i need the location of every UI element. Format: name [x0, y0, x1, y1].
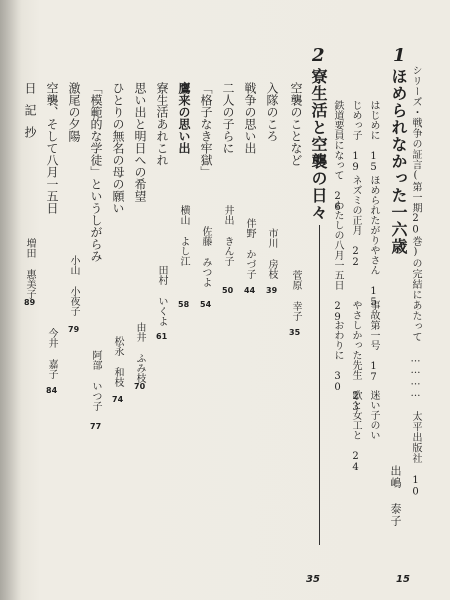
part-1-col1-item: はじめに 15: [368, 100, 379, 173]
part-1-number: 1: [393, 45, 406, 66]
toc-item-author: 松永 和枝: [112, 336, 123, 387]
toc-item-author: 田村 いくよ: [156, 265, 167, 326]
part-1-start-page: 15: [396, 574, 410, 585]
part-1-heading: ほめられなかった一六歳: [389, 68, 408, 255]
gutter-shadow: [0, 0, 22, 600]
toc-item-title[interactable]: 寮生活あれこれ: [155, 82, 169, 166]
toc-item-title[interactable]: 戦争の思い出: [243, 82, 257, 154]
part-2-start-page: 35: [306, 574, 320, 585]
toc-item-title[interactable]: 「格子なき牢獄」: [199, 82, 213, 178]
part-1-col1-item: 事故第一号 17: [368, 300, 379, 383]
toc-item-title[interactable]: 日記抄: [23, 82, 37, 148]
toc-item-author: 増田 惠美子: [24, 238, 35, 299]
toc-item-page: 58: [178, 300, 190, 309]
part-1-col3-item: 鉄道要員になって 26: [332, 100, 343, 213]
part-1-col2-item: ネズミの正月 22: [350, 175, 361, 268]
toc-item-title[interactable]: ひとりの無名の母の願い: [111, 82, 125, 214]
toc-item-title[interactable]: 鷹来の思い出: [177, 82, 191, 154]
toc-item-author: 菅原 幸子: [290, 270, 301, 321]
part-1-col1-item: 迷い子のい: [368, 390, 379, 440]
part-1-col3-item: おわりに 30: [332, 320, 343, 393]
part-2-heading: 寮生活と空襲の日々: [309, 68, 328, 221]
part-1-col1-item: ほめられたがりやさん 15: [368, 175, 379, 308]
toc-item-page: 74: [112, 395, 124, 404]
toc-item-page: 44: [244, 286, 256, 295]
toc-item-author: 阿部 いつ子: [90, 350, 101, 411]
toc-item-page: 35: [289, 328, 301, 337]
toc-item-author: 井出 きん子: [222, 205, 233, 266]
part-1-col2-item: 歌と女工と 24: [350, 390, 361, 473]
toc-item-page: 77: [90, 422, 102, 431]
toc-item-page: 61: [156, 332, 168, 341]
toc-item-author: 小山 小夜子: [68, 255, 79, 316]
part-1-author: 出嶋 泰子: [389, 465, 402, 527]
toc-item-page: 79: [68, 325, 80, 334]
toc-item-author: 横山 よし江: [178, 205, 189, 266]
toc-item-page: 50: [222, 286, 234, 295]
toc-item-title[interactable]: 二人の子らに: [221, 82, 235, 154]
toc-item-title[interactable]: 思い出と明日への希望: [133, 82, 147, 202]
toc-item-page: 89: [24, 298, 36, 307]
toc-item-author: 伴野 かづ子: [244, 218, 255, 279]
part-2-leader-rule: [319, 225, 320, 545]
toc-item-title[interactable]: 入隊のころ: [265, 82, 279, 142]
toc-item-page: 70: [134, 382, 146, 391]
toc-item-title[interactable]: 「模範的な学徒」というしがらみ: [89, 82, 103, 262]
toc-item-title[interactable]: 空襲、そして八月一五日: [45, 82, 59, 214]
toc-item-author: 市川 房枝: [266, 228, 277, 279]
toc-item-page: 54: [200, 300, 212, 309]
toc-item-page: 39: [266, 286, 278, 295]
series-note-line: シリーズ・戦争の証言(第一期20巻)の完結にあたって ………… 太平出版社 10: [410, 65, 421, 498]
toc-item-author: 佐藤 みつよ: [200, 226, 211, 287]
part-1-col2-item: じめっ子 19: [350, 100, 361, 173]
part-1-col3-item: わたしの八月一五日 29: [332, 200, 343, 323]
toc-item-author: 由井 ふみ枝: [134, 322, 145, 383]
toc-item-title[interactable]: 空襲のことなど: [289, 82, 303, 166]
toc-item-title[interactable]: 激尾の夕陽: [67, 82, 81, 142]
part-2-number: 2: [312, 45, 325, 66]
toc-item-author: 今井 嘉子: [46, 328, 57, 379]
part-1-col2-item: やさしかった先生 23: [350, 300, 361, 413]
toc-item-page: 84: [46, 386, 58, 395]
